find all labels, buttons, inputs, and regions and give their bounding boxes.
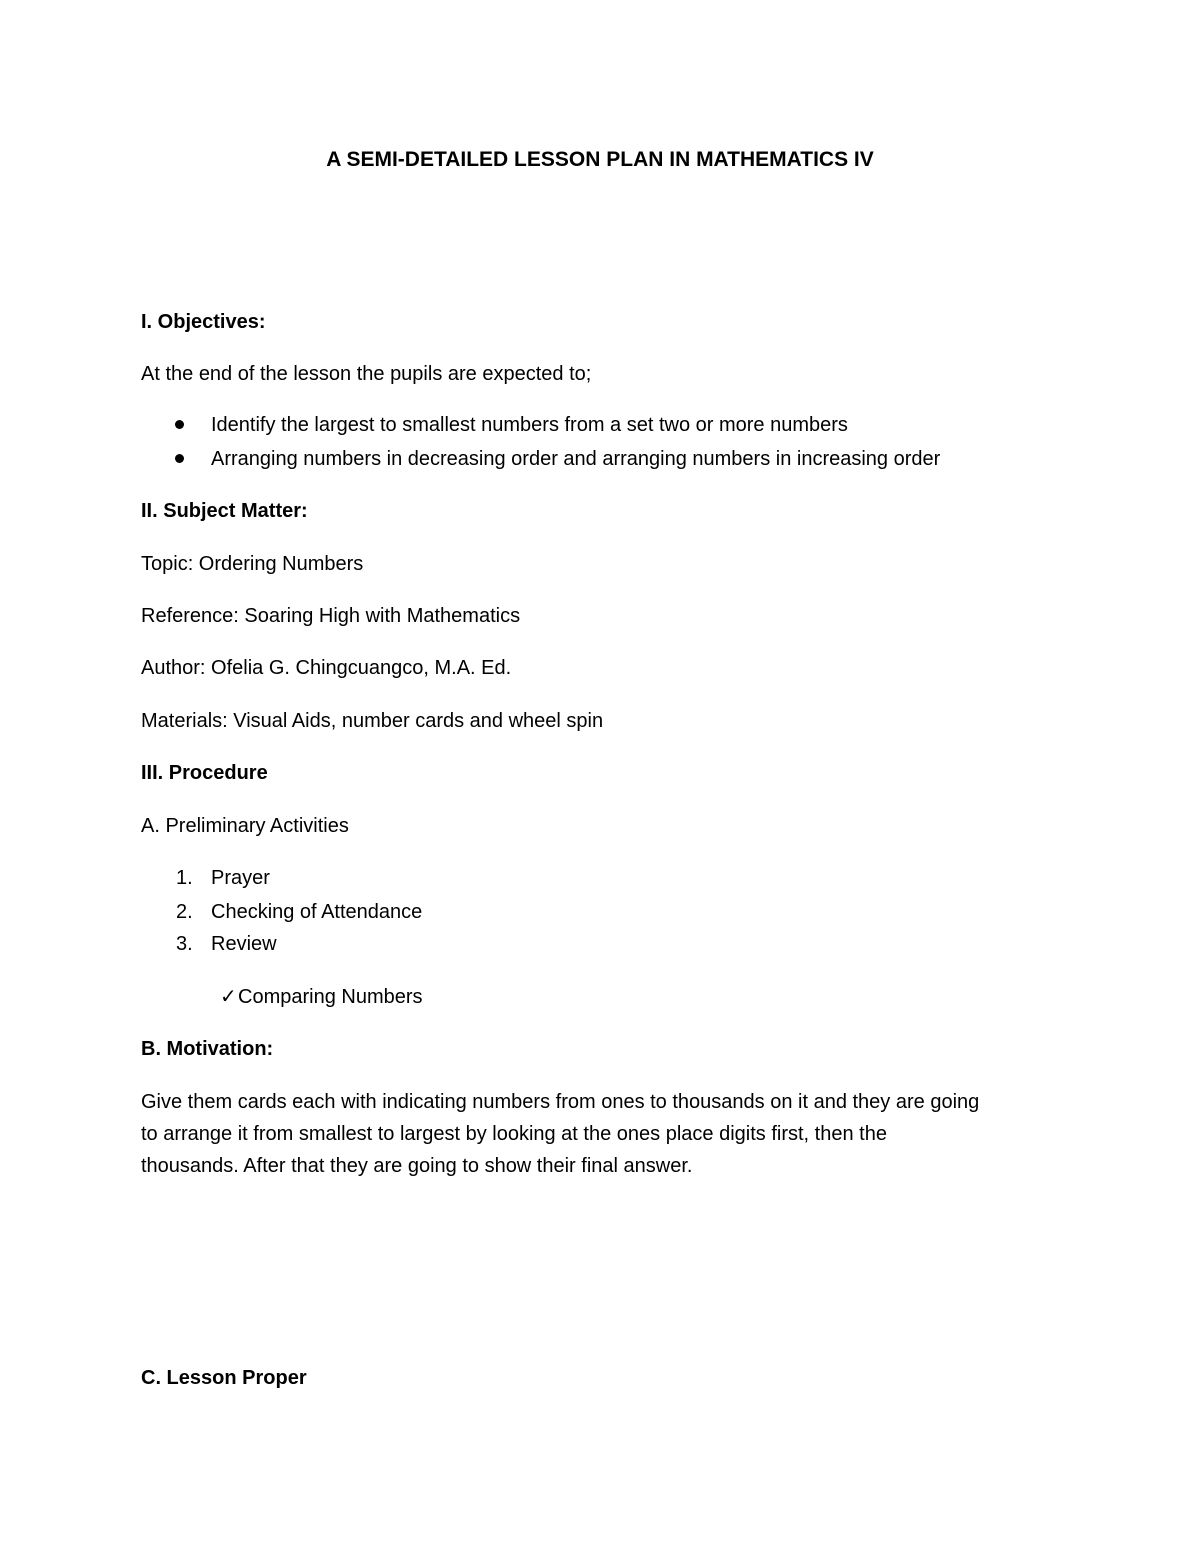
preliminary-item: Review (211, 933, 277, 955)
check-mark-icon: ✓ (220, 986, 237, 1008)
preliminary-item: Checking of Attendance (211, 901, 423, 923)
motivation-line: thousands. After that they are going to show their final answer. (141, 1155, 693, 1177)
list-number: 2. (176, 901, 193, 923)
bullet-icon (175, 420, 184, 429)
list-number: 3. (176, 933, 193, 955)
objectives-heading: I. Objectives: (141, 311, 266, 333)
procedure-heading: III. Procedure (141, 762, 268, 784)
motivation-line: to arrange it from smallest to largest by looking at the ones place digits first, then the (141, 1123, 887, 1145)
motivation-heading: B. Motivation: (141, 1038, 274, 1060)
review-check-item: Comparing Numbers (238, 986, 423, 1008)
motivation-line: Give them cards each with indicating numbers from ones to thousands on it and they are going (141, 1091, 980, 1113)
subject-matter-heading: II. Subject Matter: (141, 500, 308, 522)
page-title: A SEMI-DETAILED LESSON PLAN IN MATHEMATICS IV (326, 148, 874, 171)
topic-line: Topic: Ordering Numbers (141, 553, 364, 575)
bullet-icon (175, 454, 184, 463)
objective-item: Arranging numbers in decreasing order and arranging numbers in increasing order (211, 448, 941, 470)
author-line: Author: Ofelia G. Chingcuangco, M.A. Ed. (141, 657, 512, 679)
reference-line: Reference: Soaring High with Mathematics (141, 605, 521, 627)
objective-item: Identify the largest to smallest numbers from a set two or more numbers (211, 414, 848, 436)
list-number: 1. (176, 867, 193, 889)
lesson-proper-heading: C. Lesson Proper (141, 1367, 307, 1389)
preliminary-item: Prayer (211, 867, 270, 889)
objectives-intro: At the end of the lesson the pupils are expected to; (141, 363, 592, 385)
motivation-paragraph (141, 1086, 1061, 1182)
preliminary-heading: A. Preliminary Activities (141, 815, 349, 837)
materials-line: Materials: Visual Aids, number cards and wheel spin (141, 710, 604, 732)
